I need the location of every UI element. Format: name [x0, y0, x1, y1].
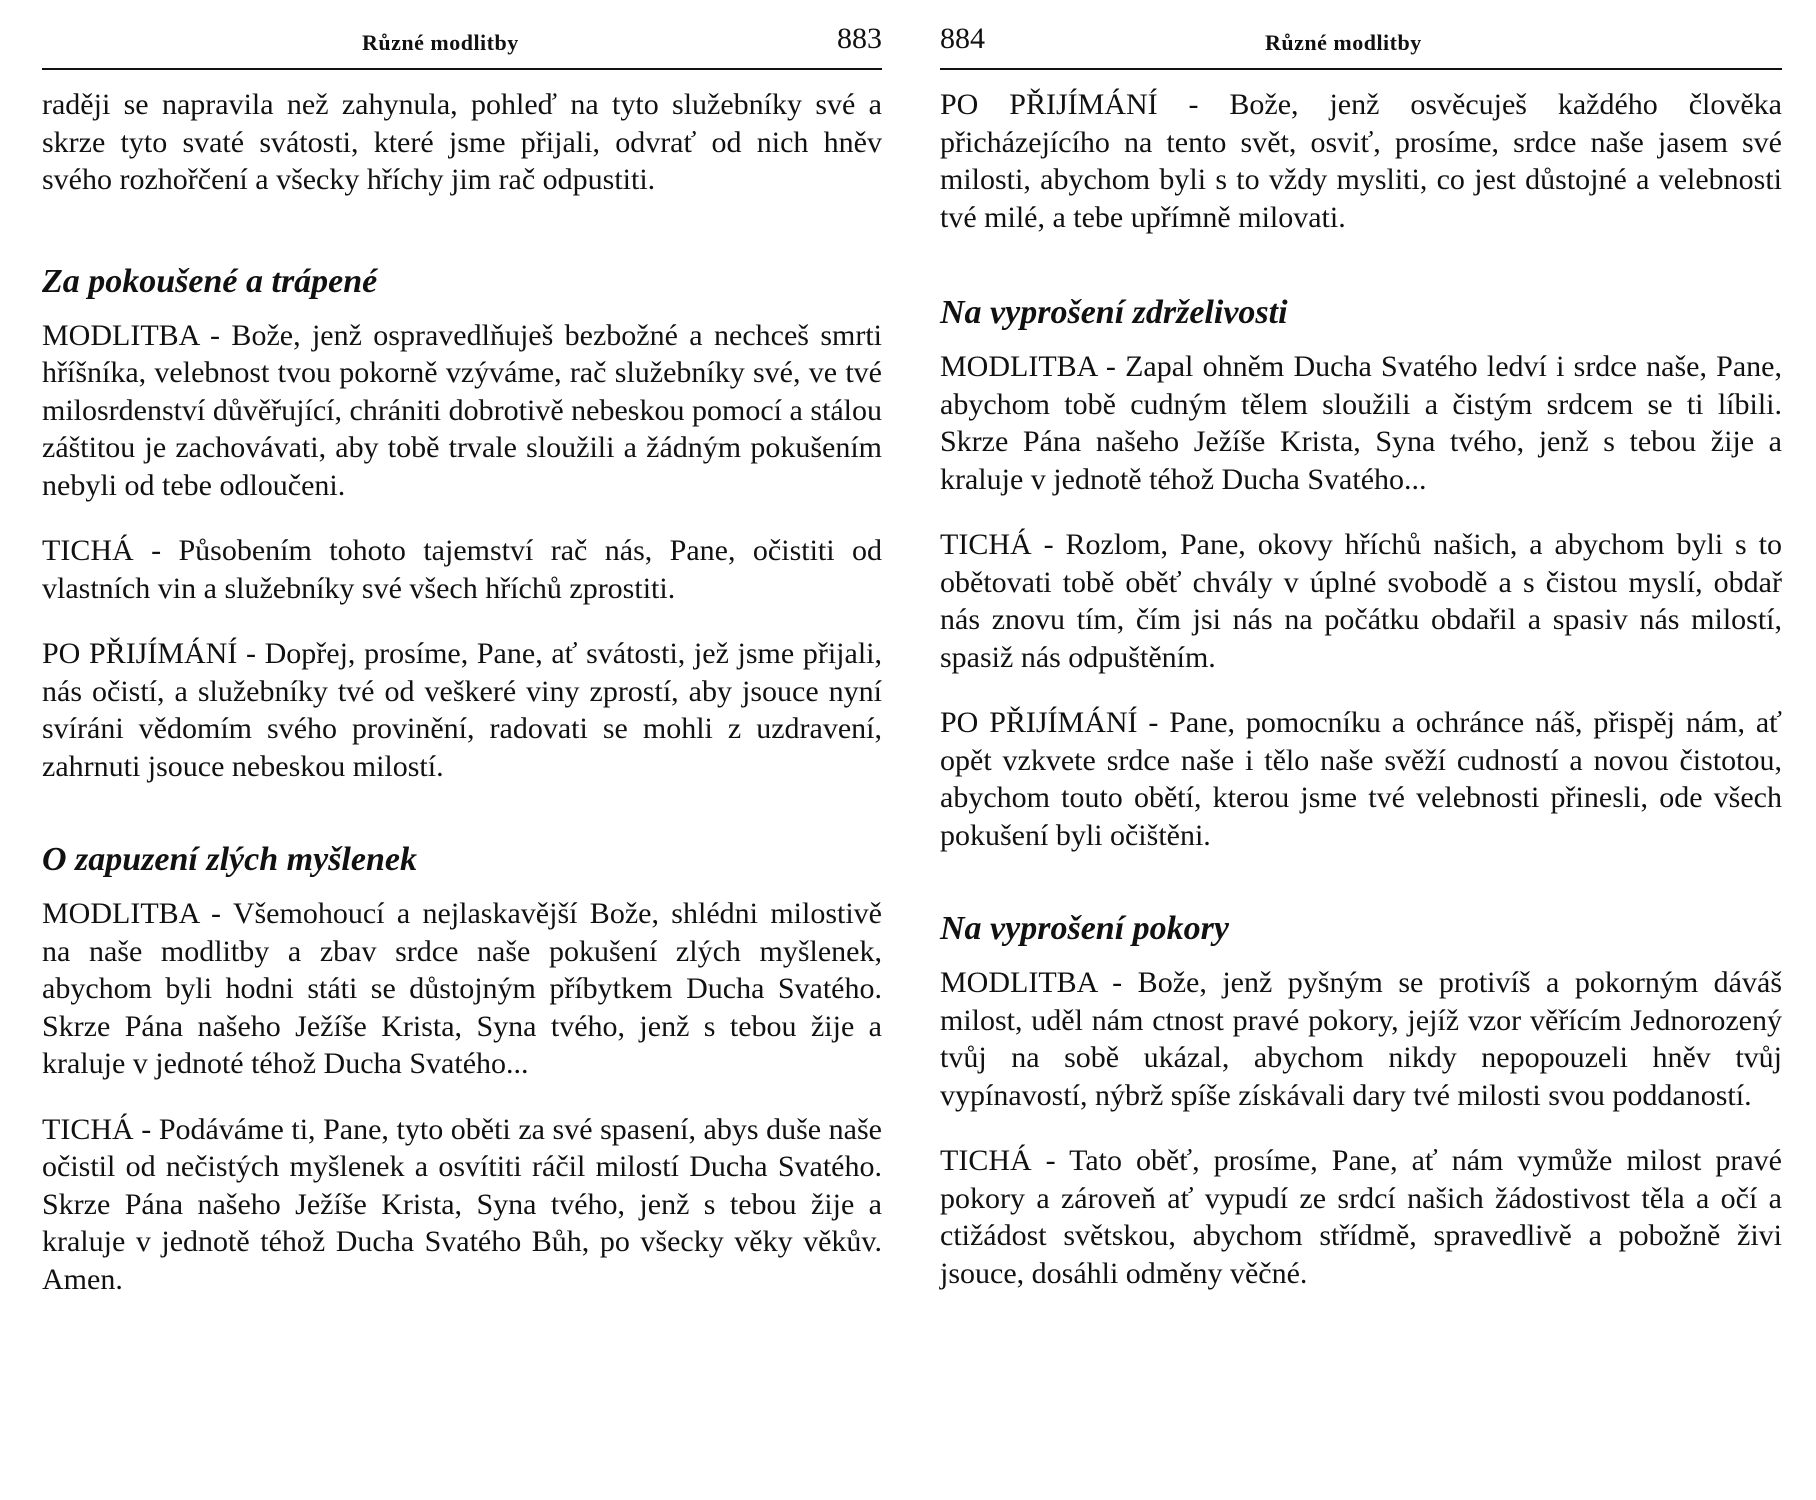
paragraph: TICHÁ - Rozlom, Pane, okovy hříchů našich, a abychom byli s to obětovati tobě oběť chvály v úplné svobodě a s čistou myslí, obdař nás znovu tím, čím jsi nás na počátku obdařil a spasiv nás milostí, spasiž nás odpuštěním.	[940, 528, 1782, 674]
paragraph: MODLITBA - Zapal ohněm Ducha Svatého ledví i srdce naše, Pane, abychom tobě cudným tělem sloužili a čistým srdcem se ti líbili. Skrze Pána našeho Ježíše Krista, Syna tvého, jenž s tebou žije a kraluje v jednotě téhož Ducha Svatého...	[940, 350, 1782, 496]
paragraph: TICHÁ - Podáváme ti, Pane, tyto oběti za své spasení, abys duše naše očistil od nečistých myšlenek a osvítiti ráčil milostí Ducha Svatého. Skrze Pána našeho Ježíše Krista, Syna tvého, jenž s tebou žije a kraluje v jednotě téhož Ducha Svatého Bůh, po všecky věky věkův. Amen.	[42, 1112, 882, 1296]
running-title: Různé modlitby	[1265, 30, 1422, 55]
paragraph: TICHÁ - Tato oběť, prosíme, Pane, ať nám vymůže milost pravé pokory a zároveň ať vypudí ze srdcí našich žádostivost těla a očí a ctižádost světskou, abychom střídmě, spravedlivě a pobožně živi jsouce, dosáhli odměny věčné.	[940, 1144, 1782, 1290]
paragraph: MODLITBA - Bože, jenž ospravedlňuješ bezbožné a nechceš smrti hříšníka, velebnost tvou pokorně vzýváme, rač služebníky své, ve tvé milosrdenství důvěřující, chrániti dobrotivě nebeskou pomocí a stálou záštitou je zachovávati, aby tobě trvale sloužili a žádným pokušením nebyli od tebe odloučeni.	[42, 318, 882, 502]
section-heading: O zapuzení zlých myšlenek	[42, 841, 417, 878]
paragraph: PO PŘIJÍMÁNÍ - Bože, jenž osvěcuješ každého člověka přicházejícího na tento svět, osviť, prosíme, srdce naše jasem své milosti, abychom byli s to vždy mysliti, co jest důstojné a velebnosti tvé milé, a tebe upřímně milovati.	[940, 88, 1782, 234]
paragraph: PO PŘIJÍMÁNÍ - Dopřej, prosíme, Pane, ať svátosti, jež jsme přijali, nás očistí, a služebníky tvé od veškeré viny zprostí, aby jsouce nyní svíráni vědomím svého provinění, radovati se mohli z uzdravení, zahrnuti jsouce nebeskou milostí.	[42, 637, 882, 783]
page-header	[940, 24, 1782, 70]
paragraph: MODLITBA - Bože, jenž pyšným se protivíš a pokorným dáváš milost, uděl nám ctnost pravé pokory, jejíž vzor věřícím Jednorozený tvůj na sobě ukázal, abychom nikdy nepopouzeli hněv tvůj vypínavostí, nýbrž spíše získávali dary tvé milosti svou poddaností.	[940, 966, 1782, 1112]
running-title: Různé modlitby	[362, 30, 519, 55]
paragraph: PO PŘIJÍMÁNÍ - Pane, pomocníku a ochránce náš, přispěj nám, ať opět vzkvete srdce naše i tělo naše svěží cudností a novou čistotou, abychom touto obětí, kterou jsme tvé velebnosti přinesli, ode všech pokušení byli očištěni.	[940, 706, 1782, 852]
paragraph: TICHÁ - Působením tohoto tajemství rač nás, Pane, očistiti od vlastních vin a služebníky své všech hříchů zprostiti.	[42, 534, 882, 605]
right-page	[940, 0, 1782, 1500]
page-number: 884	[940, 22, 985, 55]
section-heading: Za pokoušené a trápené	[42, 262, 378, 300]
left-page	[42, 0, 882, 1500]
paragraph: MODLITBA - Všemohoucí a nejlaskavější Bože, shlédni milostivě na naše modlitby a zbav srdce naše pokušení zlých myšlenek, abychom byli hodni státi se důstojným příbytkem Ducha Svatého. Skrze Pána našeho Ježíše Krista, Syna tvého, jenž s tebou žije a kraluje v jednoté téhož Ducha Svatého...	[42, 897, 882, 1080]
section-heading: Na vyprošení zdrželivosti	[940, 294, 1288, 331]
section-heading: Na vyprošení pokory	[940, 910, 1229, 947]
page-number: 883	[837, 22, 882, 55]
page-header	[42, 24, 882, 70]
paragraph: raději se napravila než zahynula, pohleď na tyto služebníky své a skrze tyto svaté svátosti, které jsme přijali, odvrať od nich hněv svého rozhořčení a všecky hříchy jim rač odpustiti.	[42, 88, 882, 196]
page-body	[940, 86, 1782, 1292]
page-body	[42, 86, 882, 1298]
